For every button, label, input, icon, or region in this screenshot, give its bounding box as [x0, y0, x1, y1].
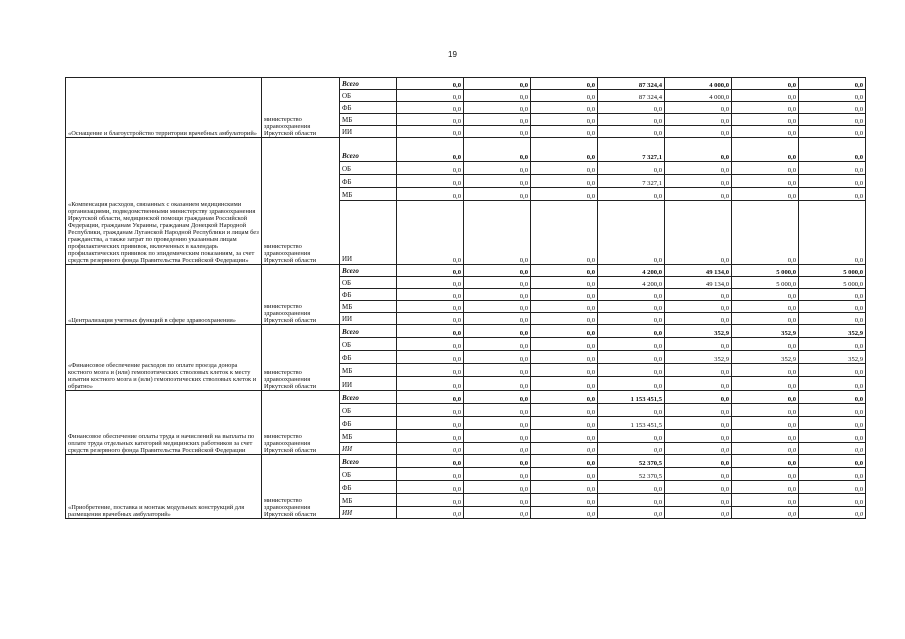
amount-cell: 0,0: [799, 188, 866, 201]
amount-cell: 0,0: [464, 90, 531, 102]
amount-cell: 0,0: [799, 114, 866, 126]
amount-cell: 0,0: [531, 351, 598, 364]
amount-cell: 0,0: [665, 114, 732, 126]
amount-cell: 0,0: [732, 126, 799, 138]
amount-cell: 0,0: [464, 430, 531, 443]
amount-cell: 0,0: [531, 277, 598, 289]
amount-cell: 0,0: [397, 468, 464, 481]
amount-cell: 0,0: [464, 126, 531, 138]
measure-name: «Централизация учетных функций в сфере здравоохранения»: [66, 265, 262, 325]
amount-cell: 0,0: [799, 289, 866, 301]
amount-cell: 0,0: [598, 102, 665, 114]
amount-cell: 0,0: [464, 377, 531, 391]
amount-cell: 0,0: [397, 201, 464, 265]
funding-source: ИИ: [340, 443, 397, 455]
amount-cell: 352,9: [665, 325, 732, 338]
amount-cell: 0,0: [799, 175, 866, 188]
amount-cell: 0,0: [397, 162, 464, 175]
amount-cell: 0,0: [598, 201, 665, 265]
amount-cell: 0,0: [598, 364, 665, 377]
amount-cell: 0,0: [397, 377, 464, 391]
amount-cell: 0,0: [397, 114, 464, 126]
amount-cell: 0,0: [464, 102, 531, 114]
funding-source: ОБ: [340, 162, 397, 175]
amount-cell: 0,0: [531, 494, 598, 507]
amount-cell: 0,0: [464, 114, 531, 126]
amount-cell: 0,0: [665, 201, 732, 265]
amount-cell: 0,0: [464, 404, 531, 417]
funding-source: ФБ: [340, 289, 397, 301]
funding-source: МБ: [340, 301, 397, 313]
amount-cell: 0,0: [464, 188, 531, 201]
amount-cell: 0,0: [464, 325, 531, 338]
responsible-org: министерство здравоохранения Иркутской области: [262, 265, 340, 325]
funding-source: Всего: [340, 391, 397, 404]
amount-cell: 0,0: [397, 455, 464, 468]
amount-cell: 0,0: [665, 417, 732, 430]
amount-cell: 0,0: [799, 507, 866, 519]
page-number: 19: [448, 50, 457, 59]
funding-source: ИИ: [340, 377, 397, 391]
amount-cell: 0,0: [665, 468, 732, 481]
amount-cell: 0,0: [531, 175, 598, 188]
amount-cell: 0,0: [665, 481, 732, 494]
amount-cell: 0,0: [799, 404, 866, 417]
amount-cell: 0,0: [464, 265, 531, 277]
amount-cell: 0,0: [464, 338, 531, 351]
measure-name: Финансовое обеспечение оплаты труда и начислений на выплаты по оплате труда отдельных категорий медицинских работников за счет средств резервного фонда Правительства Российской Федерации: [66, 391, 262, 455]
amount-cell: 0,0: [732, 377, 799, 391]
amount-cell: 0,0: [598, 162, 665, 175]
amount-cell: 0,0: [598, 430, 665, 443]
table-row: [66, 265, 866, 277]
amount-cell: 0,0: [397, 338, 464, 351]
responsible-org: министерство здравоохранения Иркутской области: [262, 325, 340, 391]
amount-cell: 0,0: [598, 494, 665, 507]
amount-cell: 0,0: [732, 443, 799, 455]
amount-cell: 4 200,0: [598, 265, 665, 277]
amount-cell: 0,0: [598, 351, 665, 364]
amount-cell: 0,0: [531, 138, 598, 162]
amount-cell: 0,0: [799, 468, 866, 481]
amount-cell: 0,0: [732, 481, 799, 494]
amount-cell: 0,0: [464, 277, 531, 289]
amount-cell: 352,9: [799, 351, 866, 364]
amount-cell: 0,0: [799, 494, 866, 507]
amount-cell: 0,0: [799, 443, 866, 455]
funding-source: ОБ: [340, 90, 397, 102]
measure-name: «Приобретение, поставка и монтаж модульных конструкций для размещения врачебных амбулаторий»: [66, 455, 262, 519]
amount-cell: 0,0: [531, 377, 598, 391]
amount-cell: 0,0: [665, 313, 732, 325]
amount-cell: 0,0: [531, 201, 598, 265]
amount-cell: 0,0: [397, 351, 464, 364]
amount-cell: 0,0: [732, 494, 799, 507]
amount-cell: 0,0: [732, 391, 799, 404]
funding-source: Всего: [340, 325, 397, 338]
amount-cell: 0,0: [531, 325, 598, 338]
amount-cell: 0,0: [397, 481, 464, 494]
amount-cell: 0,0: [799, 481, 866, 494]
amount-cell: 0,0: [531, 391, 598, 404]
amount-cell: 0,0: [531, 338, 598, 351]
responsible-org: министерство здравоохранения Иркутской области: [262, 455, 340, 519]
amount-cell: 0,0: [531, 90, 598, 102]
amount-cell: 0,0: [598, 126, 665, 138]
amount-cell: 352,9: [732, 351, 799, 364]
amount-cell: 0,0: [598, 188, 665, 201]
amount-cell: 0,0: [799, 162, 866, 175]
amount-cell: 5 000,0: [799, 265, 866, 277]
amount-cell: 0,0: [732, 114, 799, 126]
funding-source: ОБ: [340, 404, 397, 417]
funding-source: МБ: [340, 430, 397, 443]
amount-cell: 0,0: [397, 391, 464, 404]
amount-cell: 0,0: [665, 430, 732, 443]
funding-source: ОБ: [340, 468, 397, 481]
measure-name: «Финансовое обеспечение расходов по оплате проезда донора костного мозга и (или) гемопоэтических стволовых клеток к месту изъятия костного мозга и (или) гемопоэтических стволовых клеток и обратно»: [66, 325, 262, 391]
amount-cell: 0,0: [397, 313, 464, 325]
amount-cell: 0,0: [665, 391, 732, 404]
funding-source: ФБ: [340, 481, 397, 494]
amount-cell: 0,0: [531, 313, 598, 325]
funding-source: Всего: [340, 78, 397, 90]
amount-cell: 0,0: [397, 138, 464, 162]
amount-cell: 0,0: [665, 338, 732, 351]
amount-cell: 87 324,4: [598, 90, 665, 102]
amount-cell: 0,0: [397, 430, 464, 443]
amount-cell: 49 134,0: [665, 265, 732, 277]
amount-cell: 0,0: [598, 481, 665, 494]
amount-cell: 0,0: [732, 78, 799, 90]
amount-cell: 0,0: [598, 443, 665, 455]
amount-cell: 0,0: [799, 417, 866, 430]
amount-cell: 0,0: [464, 162, 531, 175]
amount-cell: 0,0: [598, 404, 665, 417]
amount-cell: 0,0: [799, 377, 866, 391]
amount-cell: 0,0: [665, 443, 732, 455]
funding-source: ФБ: [340, 102, 397, 114]
amount-cell: 0,0: [732, 301, 799, 313]
amount-cell: 0,0: [665, 289, 732, 301]
amount-cell: 0,0: [531, 301, 598, 313]
amount-cell: 0,0: [464, 364, 531, 377]
amount-cell: 0,0: [464, 507, 531, 519]
amount-cell: 0,0: [665, 507, 732, 519]
funding-source: ОБ: [340, 338, 397, 351]
amount-cell: 0,0: [397, 277, 464, 289]
funding-source: Всего: [340, 455, 397, 468]
amount-cell: 0,0: [665, 138, 732, 162]
amount-cell: 0,0: [464, 391, 531, 404]
amount-cell: 5 000,0: [799, 277, 866, 289]
amount-cell: 0,0: [397, 90, 464, 102]
amount-cell: 0,0: [799, 391, 866, 404]
amount-cell: 0,0: [598, 114, 665, 126]
funding-source: ФБ: [340, 175, 397, 188]
amount-cell: 87 324,4: [598, 78, 665, 90]
amount-cell: 4 200,0: [598, 277, 665, 289]
amount-cell: 0,0: [799, 455, 866, 468]
amount-cell: 0,0: [732, 417, 799, 430]
amount-cell: 0,0: [598, 289, 665, 301]
amount-cell: 0,0: [665, 377, 732, 391]
amount-cell: 0,0: [732, 175, 799, 188]
funding-source: ИИ: [340, 126, 397, 138]
amount-cell: 0,0: [464, 313, 531, 325]
amount-cell: 0,0: [531, 78, 598, 90]
table-row: [66, 325, 866, 338]
funding-source: МБ: [340, 114, 397, 126]
budget-table: [65, 77, 866, 519]
amount-cell: 0,0: [397, 188, 464, 201]
amount-cell: 352,9: [799, 325, 866, 338]
amount-cell: 0,0: [397, 126, 464, 138]
amount-cell: 0,0: [397, 301, 464, 313]
amount-cell: 0,0: [531, 364, 598, 377]
amount-cell: 1 153 451,5: [598, 417, 665, 430]
amount-cell: 0,0: [464, 351, 531, 364]
amount-cell: 0,0: [464, 175, 531, 188]
amount-cell: 0,0: [598, 325, 665, 338]
funding-source: ИИ: [340, 201, 397, 265]
amount-cell: 0,0: [531, 265, 598, 277]
amount-cell: 0,0: [732, 90, 799, 102]
amount-cell: 352,9: [665, 351, 732, 364]
amount-cell: 0,0: [665, 175, 732, 188]
amount-cell: 0,0: [799, 90, 866, 102]
amount-cell: 49 134,0: [665, 277, 732, 289]
amount-cell: 0,0: [397, 325, 464, 338]
amount-cell: 0,0: [799, 126, 866, 138]
amount-cell: 0,0: [665, 126, 732, 138]
amount-cell: 0,0: [397, 507, 464, 519]
amount-cell: 0,0: [397, 289, 464, 301]
amount-cell: 0,0: [732, 455, 799, 468]
amount-cell: 0,0: [799, 338, 866, 351]
amount-cell: 0,0: [665, 404, 732, 417]
amount-cell: 0,0: [732, 289, 799, 301]
amount-cell: 0,0: [397, 265, 464, 277]
amount-cell: 0,0: [665, 455, 732, 468]
funding-source: ФБ: [340, 417, 397, 430]
amount-cell: 0,0: [531, 417, 598, 430]
amount-cell: 0,0: [665, 102, 732, 114]
amount-cell: 0,0: [799, 102, 866, 114]
table-row: [66, 138, 866, 162]
table-row: [66, 455, 866, 468]
amount-cell: 0,0: [799, 201, 866, 265]
amount-cell: 0,0: [531, 507, 598, 519]
amount-cell: 0,0: [397, 78, 464, 90]
responsible-org: министерство здравоохранения Иркутской области: [262, 138, 340, 265]
amount-cell: 0,0: [665, 301, 732, 313]
amount-cell: 0,0: [464, 138, 531, 162]
funding-source: ИИ: [340, 507, 397, 519]
amount-cell: 0,0: [665, 188, 732, 201]
funding-source: ФБ: [340, 351, 397, 364]
amount-cell: 0,0: [732, 138, 799, 162]
amount-cell: 0,0: [799, 313, 866, 325]
amount-cell: 52 370,5: [598, 455, 665, 468]
amount-cell: 0,0: [397, 175, 464, 188]
amount-cell: 352,9: [732, 325, 799, 338]
amount-cell: 0,0: [732, 188, 799, 201]
amount-cell: 4 000,0: [665, 90, 732, 102]
amount-cell: 0,0: [464, 301, 531, 313]
amount-cell: 0,0: [732, 162, 799, 175]
amount-cell: 0,0: [531, 443, 598, 455]
amount-cell: 0,0: [665, 364, 732, 377]
funding-source: МБ: [340, 494, 397, 507]
funding-source: Всего: [340, 265, 397, 277]
measure-name: «Оснащение и благоустройство территории врачебных амбулаторий»: [66, 78, 262, 138]
amount-cell: 0,0: [531, 455, 598, 468]
amount-cell: 0,0: [732, 338, 799, 351]
amount-cell: 0,0: [531, 126, 598, 138]
amount-cell: 0,0: [732, 201, 799, 265]
amount-cell: 0,0: [531, 289, 598, 301]
amount-cell: 0,0: [598, 301, 665, 313]
amount-cell: 0,0: [397, 443, 464, 455]
amount-cell: 0,0: [732, 430, 799, 443]
amount-cell: 0,0: [397, 364, 464, 377]
amount-cell: 0,0: [665, 162, 732, 175]
amount-cell: 0,0: [531, 404, 598, 417]
amount-cell: 7 327,1: [598, 138, 665, 162]
funding-source: ОБ: [340, 277, 397, 289]
amount-cell: 0,0: [464, 417, 531, 430]
amount-cell: 0,0: [799, 138, 866, 162]
amount-cell: 0,0: [732, 507, 799, 519]
amount-cell: 0,0: [799, 78, 866, 90]
amount-cell: 0,0: [732, 468, 799, 481]
amount-cell: 0,0: [598, 377, 665, 391]
amount-cell: 0,0: [531, 430, 598, 443]
funding-source: МБ: [340, 364, 397, 377]
amount-cell: 0,0: [732, 313, 799, 325]
amount-cell: 0,0: [531, 481, 598, 494]
responsible-org: министерство здравоохранения Иркутской области: [262, 391, 340, 455]
amount-cell: 0,0: [464, 481, 531, 494]
amount-cell: 0,0: [397, 494, 464, 507]
amount-cell: 7 327,1: [598, 175, 665, 188]
table-row: [66, 391, 866, 404]
amount-cell: 0,0: [531, 468, 598, 481]
amount-cell: 0,0: [397, 417, 464, 430]
amount-cell: 0,0: [732, 404, 799, 417]
responsible-org: министерство здравоохранения Иркутской области: [262, 78, 340, 138]
funding-source: Всего: [340, 138, 397, 162]
amount-cell: 1 153 451,5: [598, 391, 665, 404]
amount-cell: 4 000,0: [665, 78, 732, 90]
amount-cell: 0,0: [397, 404, 464, 417]
amount-cell: 0,0: [531, 162, 598, 175]
amount-cell: 0,0: [732, 364, 799, 377]
table-row: [66, 78, 866, 90]
amount-cell: 0,0: [799, 364, 866, 377]
funding-source: МБ: [340, 188, 397, 201]
amount-cell: 0,0: [464, 443, 531, 455]
amount-cell: 0,0: [531, 188, 598, 201]
amount-cell: 0,0: [598, 338, 665, 351]
amount-cell: 0,0: [598, 507, 665, 519]
measure-name: «Компенсация расходов, связанных с оказанием медицинскими организациями, подведомственными министерству здравоохранения Иркутской области, медицинской помощи гражданам Российской Федерации, гражданам Украины, гражданам Донецкой Народной Республики, гражданам Луганской Народной Республики и лицам без гражданства, а также затрат по проведению указанным лицам профилактических прививок, включенных в календарь профилактических прививок по эпидемическим показаниям, за счет средств резервного фонда Правительства Российской Федерации»: [66, 138, 262, 265]
amount-cell: 0,0: [531, 114, 598, 126]
amount-cell: 5 000,0: [732, 277, 799, 289]
amount-cell: 0,0: [799, 301, 866, 313]
amount-cell: 0,0: [598, 313, 665, 325]
funding-source: ИИ: [340, 313, 397, 325]
amount-cell: 0,0: [531, 102, 598, 114]
amount-cell: 0,0: [464, 455, 531, 468]
amount-cell: 0,0: [464, 78, 531, 90]
amount-cell: 0,0: [464, 201, 531, 265]
amount-cell: 0,0: [732, 102, 799, 114]
amount-cell: 0,0: [464, 468, 531, 481]
amount-cell: 0,0: [464, 494, 531, 507]
amount-cell: 0,0: [665, 494, 732, 507]
amount-cell: 0,0: [397, 102, 464, 114]
amount-cell: 5 000,0: [732, 265, 799, 277]
amount-cell: 52 370,5: [598, 468, 665, 481]
amount-cell: 0,0: [799, 430, 866, 443]
amount-cell: 0,0: [464, 289, 531, 301]
